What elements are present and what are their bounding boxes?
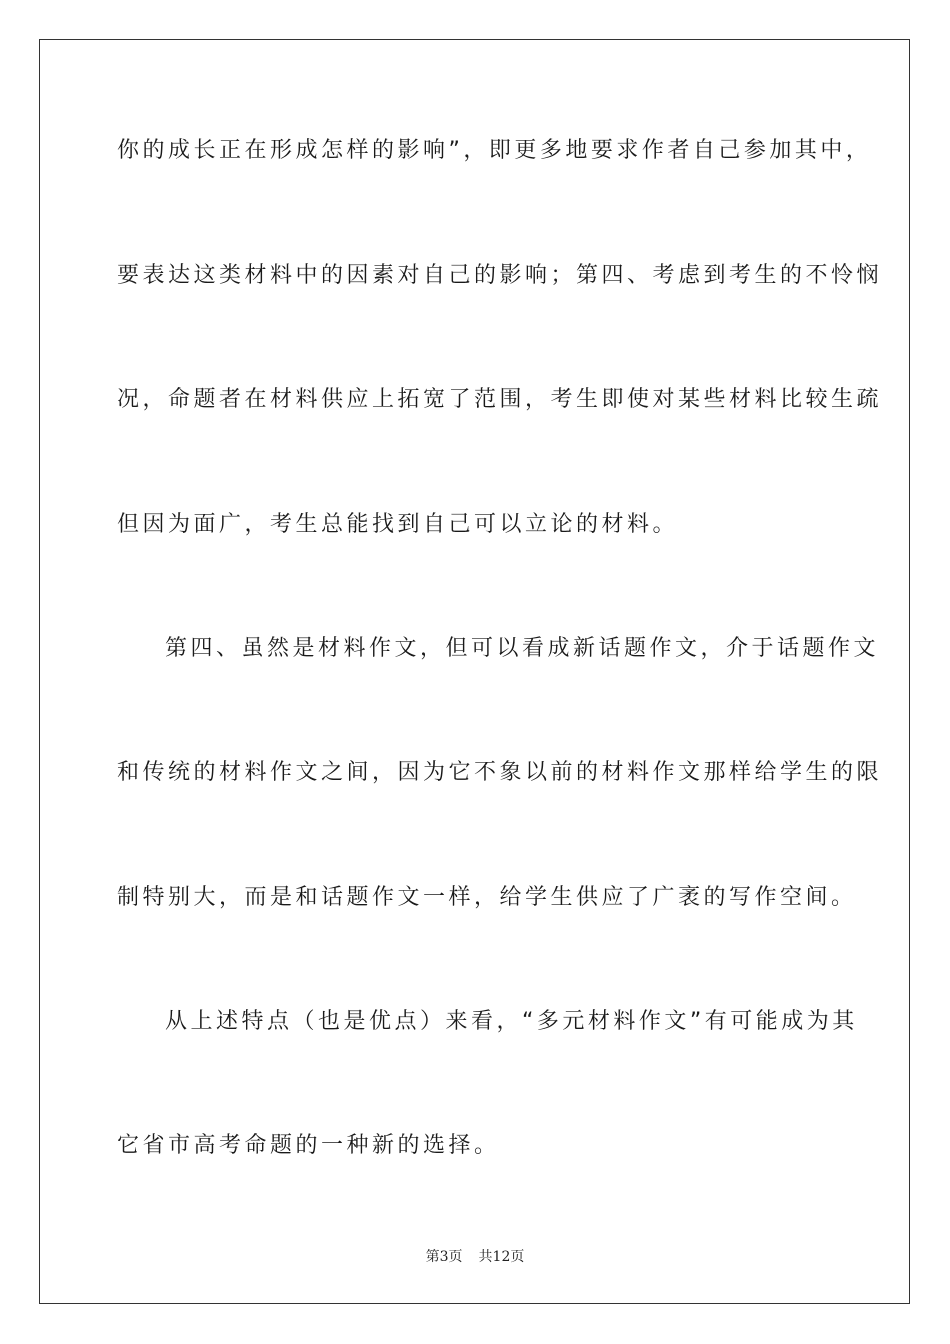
body-text-line-9: 它省市高考命题的一种新的选择。: [117, 1133, 500, 1158]
body-text-line-5: 第四、虽然是材料作文，但可以看成新话题作文，介于话题作文: [165, 636, 880, 661]
body-text-line-1: 你的成长正在形成怎样的影响”，即更多地要求作者自己参加其中，: [117, 138, 872, 163]
body-text-line-8: 从上述特点（也是优点）来看，“多元材料作文”有可能成为其: [165, 1009, 858, 1034]
body-text-line-3: 况，命题者在材料供应上拓宽了范围，考生即使对某些材料比较生疏: [117, 387, 883, 412]
page-number-current: 第3页: [425, 1249, 463, 1265]
body-text-line-6: 和传统的材料作文之间，因为它不象以前的材料作文那样给学生的限: [117, 760, 883, 785]
body-text-line-7: 制特别大，而是和话题作文一样，给学生供应了广袤的写作空间。: [117, 885, 857, 910]
body-text-line-2: 要表达这类材料中的因素对自己的影响；第四、考虑到考生的不怜悯: [117, 263, 883, 288]
page-border: [39, 39, 910, 1304]
page-footer: [0, 1247, 950, 1267]
page-number-total: 共12页: [478, 1249, 525, 1265]
body-text-line-4: 但因为面广，考生总能找到自己可以立论的材料。: [117, 512, 679, 537]
